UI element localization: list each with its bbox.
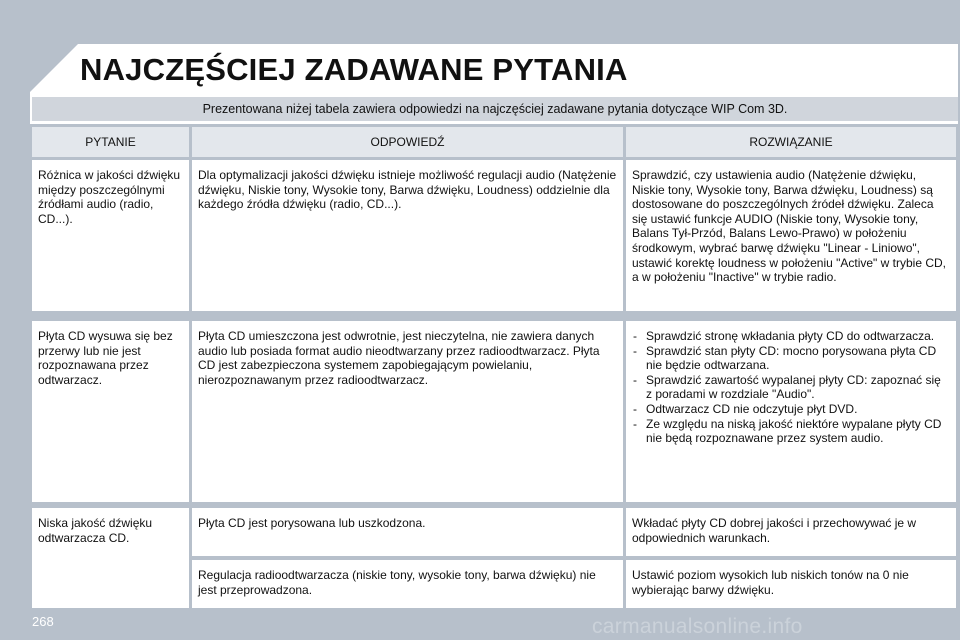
list-item: - Ze względu na niską jakość niektóre wypalane płyty CD nie będą rozpoznawane przez system audio. [632,417,950,446]
question-cell: Niska jakość dźwięku odtwarzacza CD. [32,508,189,608]
question-cell: Różnica w jakości dźwięku między poszczególnymi źródłami audio (radio, CD...). [32,160,189,311]
solution-list [632,329,950,446]
list-item: - Sprawdzić zawartość wypalanej płyty CD: zapoznać się z poradami w rozdziale "Audio". [632,373,950,402]
header-solution: ROZWIĄZANIE [626,127,956,157]
corner-fold [30,44,78,92]
intro-text: Prezentowana niżej tabela zawiera odpowiedzi na najczęściej zadawane pytania dotyczące WIP Com 3D. [32,97,958,121]
answer-cell: Dla optymalizacji jakości dźwięku istnieje możliwość regulacji audio (Natężenie dźwięku, Niskie tony, Wysokie tony, Barwa dźwięku, Loudness) oddzielnie dla każdego źródła dźwięku (radio, CD...). [192,160,623,311]
solution-cell: Wkładać płyty CD dobrej jakości i przechowywać je w odpowiednich warunkach. [626,508,956,556]
page-number: 268 [32,614,54,629]
question-cell: Płyta CD wysuwa się bez przerwy lub nie jest rozpoznawana przez odtwarzacz. [32,321,189,502]
answer-cell: Płyta CD jest porysowana lub uszkodzona. [192,508,623,556]
header-question: PYTANIE [32,127,189,157]
answer-cell: Regulacja radioodtwarzacza (niskie tony, wysokie tony, barwa dźwięku) nie jest przeprowadzona. [192,560,623,608]
answer-cell: Płyta CD umieszczona jest odwrotnie, jest nieczytelna, nie zawiera danych audio lub posiada format audio nieodtwarzany przez radioodtwarzacz. Płyta CD jest zabezpieczona systemem zapobiegającym powielaniu, nierozpoznawanym przez radioodtwarzacz. [192,321,623,502]
solution-cell: Ustawić poziom wysokich lub niskich tonów na 0 nie wybierając barwy dźwięku. [626,560,956,608]
solution-cell: Sprawdzić, czy ustawienia audio (Natężenie dźwięku, Niskie tony, Wysokie tony, Barwa dźwięku, Loudness) są dostosowane do poszczególnych źródeł dźwięku. Zaleca się ustawić funkcje AUDIO (Niskie tony, Wysokie tony, Balans Tył-Przód, Balans Lewo-Prawo) w położeniu środkowym, wybrać barwę dźwięku "Linear - Liniowo", ustawić korektę loudness w położeniu "Active" w trybie CD, a w położeniu "Inactive" w trybie radio. [626,160,956,311]
list-item: - Sprawdzić stan płyty CD: mocno porysowana płyta CD nie będzie odtwarzana. [632,344,950,373]
page-title: NAJCZĘŚCIEJ ZADAWANE PYTANIA [80,52,628,87]
solution-cell [626,321,956,502]
header-answer: ODPOWIEDŹ [192,127,623,157]
list-item: - Odtwarzacz CD nie odczytuje płyt DVD. [632,402,950,417]
watermark: carmanualsonline.info [592,615,803,638]
list-item: - Sprawdzić stronę wkładania płyty CD do odtwarzacza. [632,329,950,344]
